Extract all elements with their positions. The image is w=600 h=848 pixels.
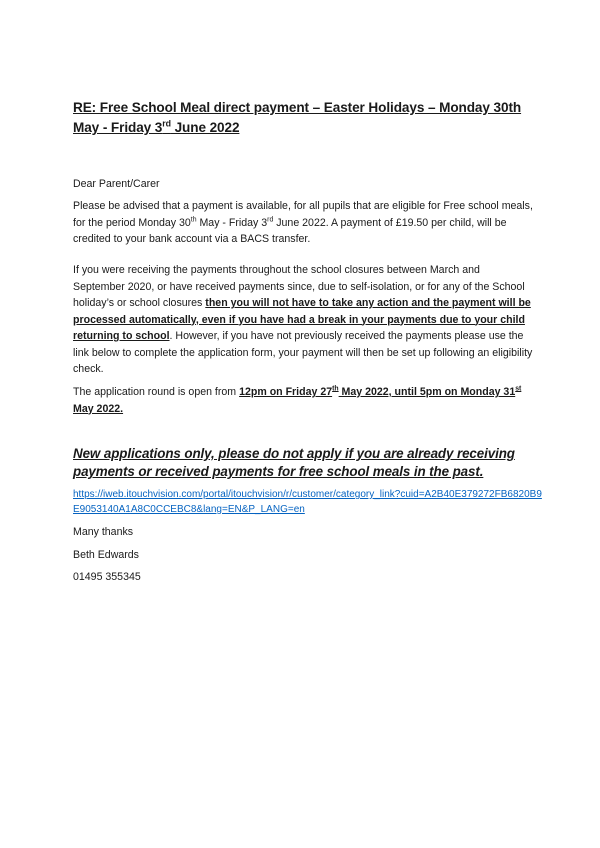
paragraph-eligibility (73, 262, 533, 378)
p1-sup-1: th (190, 215, 197, 223)
p1-text-2: May - Friday 3 (196, 216, 268, 229)
paragraph-payment-info (73, 198, 533, 248)
heading-text-end: June 2022 (170, 120, 240, 135)
p3-bold-2: May 2022, until 5pm on Monday 31 (338, 386, 516, 398)
signer-name: Beth Edwards (73, 549, 139, 561)
application-form-link[interactable]: https://iweb.itouchvision.com/portal/itouchvision/r/customer/category_link?cuid=A2B40E379272FB6820B9E9053140A1A8C0CCEBC8&lang=EN&P_LANG=en (73, 489, 542, 515)
p3-bold-1: 12pm on Friday 27 (239, 386, 333, 398)
p2-bold-text: then you will not have to take any action and the payment will be processed automatically, even if you have had a break in your payments due to your child returning to school (73, 297, 531, 342)
p3-sup-1: th (332, 385, 339, 393)
phone-number: 01495 355345 (73, 571, 141, 583)
letter-heading (73, 98, 533, 138)
salutation: Dear Parent/Carer (73, 178, 160, 190)
p2-text-2: . However, if you have not previously received the payments please use the link below to complete the application form, your payment will then be set up following an eligibility check. (73, 330, 533, 375)
heading-text: RE: Free School Meal direct payment – Easter Holidays – Monday 30th May - Friday 3 (73, 100, 522, 135)
p3-bold-3: May 2022. (73, 402, 124, 415)
paragraph-application-round (73, 384, 533, 417)
p1-sup-2: rd (267, 215, 274, 223)
new-applications-notice: New applications only, please do not apply if you are already receiving payments or received payments for free school meals in the past. (73, 446, 515, 479)
p3-sup-2: st (515, 385, 522, 393)
heading-superscript: rd (162, 118, 171, 129)
p2-text-1: If you were receiving the payments throughout the school closures between March and September 2020, or have received payments since, due to self-isolation, or for any of the School holiday’s or school closures (73, 264, 525, 309)
p1-text-3: June 2022. A payment of £19.50 per child, will be credited to your bank account via a BACS transfer. (73, 216, 507, 245)
p3-text-1: The application round is open from (73, 386, 240, 398)
p1-text-1: Please be advised that a payment is available, for all pupils that are eligible for Free school meals, for the period Monday 30 (73, 200, 533, 229)
signoff: Many thanks (73, 526, 134, 538)
